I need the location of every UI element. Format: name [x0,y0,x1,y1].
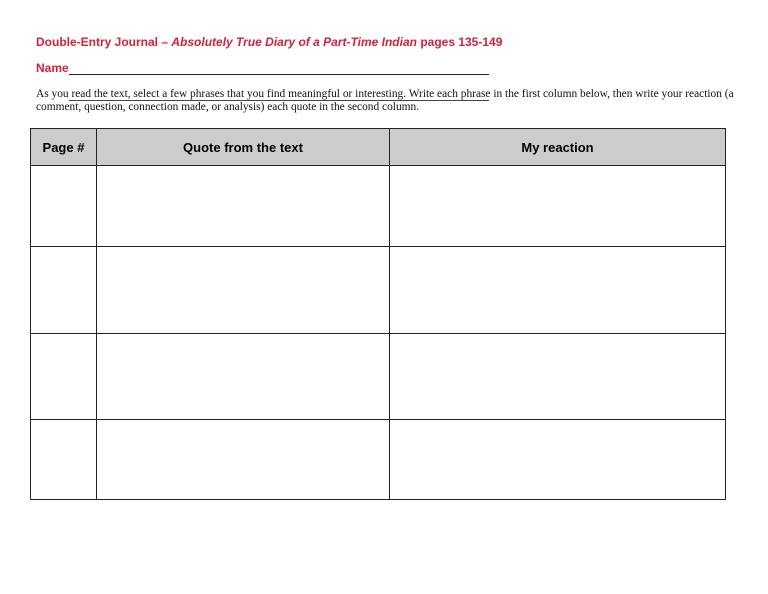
column-header-reaction: My reaction [390,129,726,166]
page-cell[interactable] [31,420,97,500]
instructions-text: As you read the text, select a few phrases that you find meaningful or interesting. Write each phrase in the first column below, then write your reaction (a comment, question, connection made, or analysis) each quote in the second column. [36,88,734,113]
reaction-cell[interactable] [390,420,726,500]
column-header-page: Page # [31,129,97,166]
reaction-cell[interactable] [390,334,726,420]
name-label: Name [36,61,69,75]
reaction-cell[interactable] [390,247,726,334]
journal-table [30,128,726,500]
worksheet-title [36,35,502,49]
title-pages: pages 135-149 [416,35,503,49]
table-header-row [31,129,726,166]
title-prefix: Double-Entry Journal – [36,35,172,49]
table-row [31,420,726,500]
quote-cell[interactable] [97,166,390,247]
table-row [31,166,726,247]
column-header-quote: Quote from the text [97,129,390,166]
stray-rule-line [69,100,489,101]
page-cell[interactable] [31,247,97,334]
page-cell[interactable] [31,166,97,247]
quote-cell[interactable] [97,247,390,334]
reaction-cell[interactable] [390,166,726,247]
table-row [31,334,726,420]
book-title: Absolutely True Diary of a Part-Time Indian [171,35,417,49]
quote-cell[interactable] [97,334,390,420]
name-field-line[interactable] [69,74,489,75]
quote-cell[interactable] [97,420,390,500]
page-cell[interactable] [31,334,97,420]
table-row [31,247,726,334]
